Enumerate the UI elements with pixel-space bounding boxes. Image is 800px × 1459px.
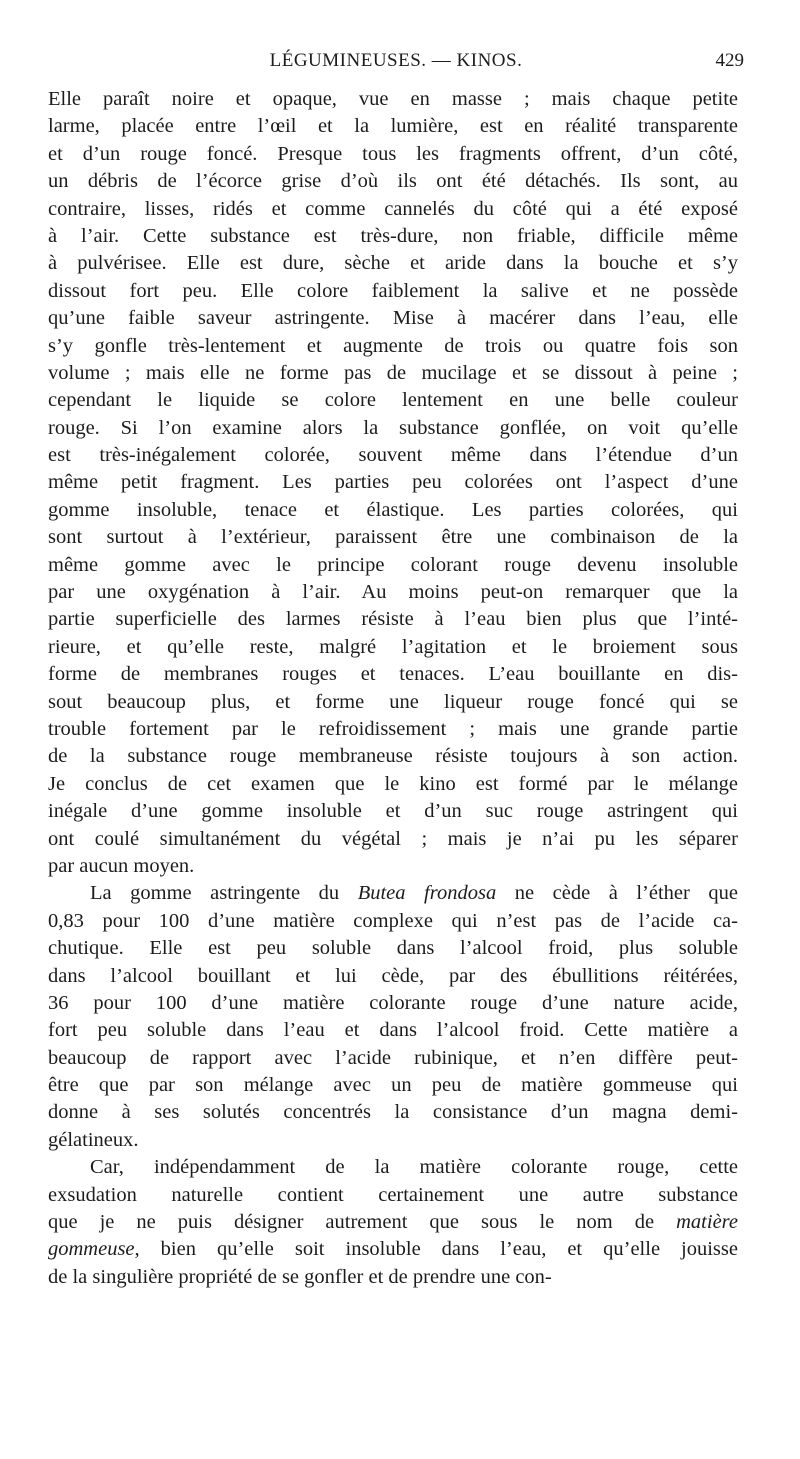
text-segment: à l’air. Cette substance est très-dure, non friable, difficile même [48,224,738,247]
text-segment: Je conclus de cet examen que le kino est formé par le mélange [48,772,738,795]
text-line [48,415,738,442]
text-line [48,1236,738,1263]
text-segment: 0,83 pour 100 d’une matière complexe qui n’est pas de l’acide ca- [48,909,738,932]
text-line [48,880,738,907]
text-line [48,360,738,387]
text-segment: rieure, et qu’elle reste, malgré l’agitation et le broiement sous [48,635,738,658]
text-segment: de la substance rouge membraneuse résiste toujours à son action. [48,745,738,768]
text-line [48,168,738,195]
paragraph [48,880,738,1154]
text-segment: volume ; mais elle ne forme pas de mucilage et se dissout à peine ; [48,361,738,384]
text-line [48,552,738,579]
text-segment: par une oxygénation à l’air. Au moins peut-on remarquer que la [48,581,738,604]
text-segment: est très-inégalement colorée, souvent même dans l’étendue d’un [48,444,738,467]
text-segment: 36 pour 100 d’une matière colorante rouge d’une nature acide, [48,991,738,1014]
text-line [48,990,738,1017]
text-segment: et d’un rouge foncé. Presque tous les fragments offrent, d’un côté, [48,142,738,165]
text-line [48,579,738,606]
text-line [48,1072,738,1099]
page-number: 429 [715,50,744,71]
text-segment: ont coulé simultanément du végétal ; mais je n’ai pu les séparer [48,827,738,850]
text-segment: La gomme astringente du [90,882,358,905]
paragraph [48,86,738,880]
text-line [48,826,738,853]
text-segment: chutique. Elle est peu soluble dans l’alcool froid, plus soluble [48,937,738,960]
text-segment: donne à ses solutés concentrés la consistance d’un magna demi- [48,1101,738,1124]
text-segment: un débris de l’écorce grise d’où ils ont été détachés. Ils sont, au [48,170,738,193]
text-segment: rouge. Si l’on examine alors la substance gonflée, on voit qu’elle [48,416,738,439]
text-line [48,743,738,770]
text-line [48,1127,738,1154]
text-line [48,1264,738,1291]
text-line [48,278,738,305]
body-text [48,86,738,1291]
text-segment: dans l’alcool bouillant et lui cède, par des ébullitions réitérées, [48,964,738,987]
text-segment: exsudation naturelle contient certainement une autre substance [48,1183,738,1206]
text-segment: , bien qu’elle soit insoluble dans l’eau, et qu’elle jouisse [134,1238,738,1261]
text-line [48,908,738,935]
text-line [48,771,738,798]
text-segment: que je ne puis désigner autrement que sous le nom de [48,1211,677,1234]
text-line [48,1045,738,1072]
text-segment: sout beaucoup plus, et forme une liqueur rouge foncé qui se [48,690,738,713]
text-line [48,387,738,414]
text-line [48,963,738,990]
text-segment: ne cède à l’éther que [496,882,738,905]
text-segment: même petit fragment. Les parties peu colorées ont l’aspect d’une [48,471,738,494]
text-segment: Car, indépendamment de la matière colorante rouge, cette [90,1156,738,1179]
text-line [48,1209,738,1236]
text-line [48,853,738,880]
text-line [48,196,738,223]
text-segment: Elle paraît noire et opaque, vue en masse ; mais chaque petite [48,88,738,110]
text-line [48,469,738,496]
text-segment: contraire, lisses, ridés et comme cannelés du côté qui a été exposé [48,197,738,220]
text-segment: beaucoup de rapport avec l’acide rubinique, et n’en diffère peut- [48,1046,738,1069]
text-segment: de la singulière propriété de se gonfler et de prendre une con- [48,1265,552,1288]
text-line [48,333,738,360]
text-line [48,1017,738,1044]
text-segment: par aucun moyen. [48,854,195,877]
text-line [48,935,738,962]
text-line [48,524,738,551]
text-segment: à pulvérisee. Elle est dure, sèche et aride dans la bouche et s’y [48,252,738,275]
text-line [48,798,738,825]
running-title: LÉGUMINEUSES. — KINOS. [269,50,523,71]
text-line [48,1154,738,1181]
paragraph [48,1154,738,1291]
text-line [48,716,738,743]
text-segment: s’y gonfle très-lentement et augmente de trois ou quatre fois son [48,334,738,357]
text-line [48,634,738,661]
text-segment: gomme insoluble, tenace et élastique. Les parties colorées, qui [48,498,738,521]
text-line [48,442,738,469]
text-segment: dissout fort peu. Elle colore faiblement la salive et ne possède [48,279,738,302]
text-segment: gélatineux. [48,1128,139,1151]
text-segment: inégale d’une gomme insoluble et d’un suc rouge astringent qui [48,800,738,823]
text-line [48,305,738,332]
text-segment: cependant le liquide se colore lentement en une belle couleur [48,389,738,412]
text-segment: sont surtout à l’extérieur, paraissent être une combinaison de la [48,526,738,549]
text-line [48,606,738,633]
text-segment: forme de membranes rouges et tenaces. L’eau bouillante en dis- [48,663,738,686]
italic-term: matière [676,1211,738,1234]
text-line [48,86,738,113]
text-line [48,223,738,250]
text-line [48,113,738,140]
text-line [48,661,738,688]
text-line [48,1182,738,1209]
italic-term: gommeuse [48,1238,135,1261]
text-segment: fort peu soluble dans l’eau et dans l’alcool froid. Cette matière a [48,1019,738,1042]
text-line [48,497,738,524]
text-segment: même gomme avec le principe colorant rouge devenu insoluble [48,553,738,576]
text-line [48,1099,738,1126]
text-segment: qu’une faible saveur astringente. Mise à macérer dans l’eau, elle [48,307,738,330]
text-line [48,689,738,716]
page-header [48,50,744,80]
text-line [48,141,738,168]
text-segment: partie superficielle des larmes résiste à l’eau bien plus que l’inté- [48,608,738,631]
text-segment: larme, placée entre l’œil et la lumière, est en réalité transparente [48,115,738,138]
text-segment: être que par son mélange avec un peu de matière gommeuse qui [48,1074,738,1097]
text-segment: trouble fortement par le refroidissement ; mais une grande partie [48,717,738,740]
text-line [48,250,738,277]
italic-term: Butea frondosa [357,882,497,905]
